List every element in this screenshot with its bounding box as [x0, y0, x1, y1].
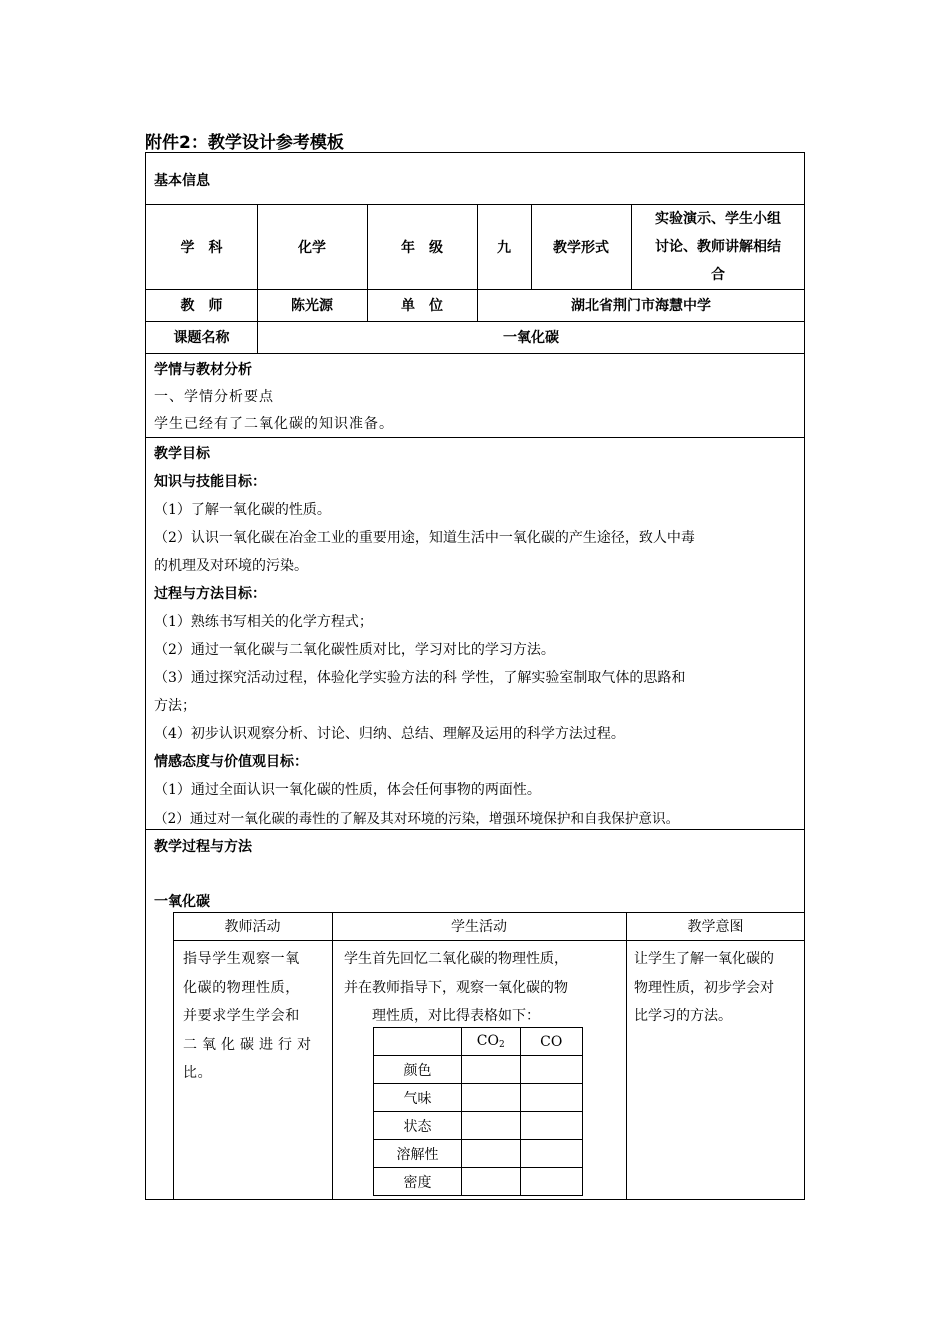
divider	[173, 912, 174, 1200]
table-row	[374, 1056, 583, 1084]
knowledge-item: （1）了解一氧化碳的性质。	[154, 502, 331, 518]
unit-label: 单 位	[401, 298, 443, 314]
form-line: 合	[711, 266, 725, 283]
property-label: 溶解性	[374, 1140, 462, 1168]
property-label: 颜色	[374, 1056, 462, 1084]
emotion-item: （1）通过全面认识一氧化碳的性质，体会任何事物的两面性。	[154, 782, 541, 798]
topic-heading: 一氧化碳	[154, 894, 210, 910]
text-line: 比学习的方法。	[634, 1008, 732, 1024]
page-title: 附件2：教学设计参考模板	[145, 133, 344, 153]
table-cell	[520, 1140, 582, 1168]
table-cell	[520, 1112, 582, 1140]
knowledge-heading: 知识与技能目标：	[154, 474, 266, 490]
table-row	[374, 1168, 583, 1196]
property-label: 气味	[374, 1084, 462, 1112]
table-cell	[461, 1084, 520, 1112]
grade-value: 九	[497, 239, 511, 256]
subject-label: 学 科	[180, 239, 223, 256]
subject-value: 化学	[298, 239, 326, 256]
teacher-activity-text	[183, 945, 316, 1088]
emotion-item: （2）通过对一氧化碳的毒性的了解及其对环境的污染，增强环境保护和自我保护意识。	[154, 811, 680, 827]
table-row	[374, 1084, 583, 1112]
property-label: 状态	[374, 1112, 462, 1140]
table-cell	[520, 1168, 582, 1196]
teaching-form-label: 教学形式	[553, 239, 609, 256]
table-cell	[520, 1084, 582, 1112]
text-line: 并要求学生学会和	[183, 1008, 300, 1024]
comparison-table	[373, 1027, 583, 1196]
process-item: （3）通过探究活动过程，体验化学实验方法的科 学性，了解实验室制取气体的思路和	[154, 670, 686, 686]
teaching-form-value	[631, 204, 805, 289]
grade-label: 年 级	[401, 239, 443, 256]
analysis-heading: 学情与教材分析	[154, 362, 252, 378]
table-cell	[461, 1168, 520, 1196]
table-cell	[461, 1112, 520, 1140]
analysis-point-title: 一、学情分析要点	[154, 389, 274, 405]
divider	[332, 912, 333, 1200]
text-line: 让学生了解一氧化碳的	[634, 951, 774, 967]
table-row	[374, 1112, 583, 1140]
divider	[173, 940, 804, 941]
text-line: 并在教师指导下，观察一氧化碳的物	[344, 979, 568, 996]
student-activity-text	[344, 945, 614, 1031]
table-row	[374, 1140, 583, 1168]
table-cell	[520, 1056, 582, 1084]
knowledge-item: （2）认识一氧化碳在冶金工业的重要用途，知道生活中一氧化碳的产生途径，致人中毒	[154, 530, 695, 546]
form-line: 讨论、教师讲解相结	[655, 238, 781, 255]
col-teacher-activity: 教师活动	[224, 919, 281, 935]
table-row	[374, 1028, 583, 1056]
col-student-activity: 学生活动	[451, 919, 507, 935]
process-item-cont: 方法；	[154, 698, 196, 714]
text-line: 学生首先回忆二氧化碳的物理性质，	[344, 951, 568, 967]
table-cell	[461, 1140, 520, 1168]
form-line: 实验演示、学生小组	[655, 210, 781, 227]
text-line: 指导学生观察一氧	[183, 951, 300, 967]
text-line: 比。	[183, 1065, 213, 1081]
co2-header: $CO_2$	[461, 1028, 520, 1056]
text-line: 物理性质，初步学会对	[634, 979, 774, 996]
teacher-value: 陈光源	[291, 298, 333, 314]
knowledge-item-cont: 的机理及对环境的污染。	[154, 558, 308, 574]
analysis-point-text: 学生已经有了二氧化碳的知识准备。	[154, 416, 394, 432]
process-item: （2）通过一氧化碳与二氧化碳性质对比，学习对比的学习方法。	[154, 642, 555, 658]
text-line: 化碳的物理性质，	[183, 979, 300, 996]
divider	[626, 912, 627, 1200]
table-cell	[374, 1028, 462, 1056]
divider	[146, 437, 804, 438]
teacher-label: 教 师	[180, 298, 223, 314]
teaching-process-heading: 教学过程与方法	[154, 839, 252, 855]
emotion-heading: 情感态度与价值观目标：	[154, 754, 308, 770]
process-item: （4）初步认识观察分析、讨论、归纳、总结、理解及运用的科学方法过程。	[154, 726, 625, 742]
property-label: 密度	[374, 1168, 462, 1196]
unit-value: 湖北省荆门市海慧中学	[571, 298, 711, 314]
process-heading: 过程与方法目标：	[154, 586, 266, 602]
text-line: 理性质，对比得表格如下：	[372, 1008, 540, 1024]
table-cell	[461, 1056, 520, 1084]
lesson-design-table	[145, 152, 805, 1200]
process-item: （1）熟练书写相关的化学方程式；	[154, 614, 373, 630]
divider	[146, 829, 804, 830]
co-header: CO	[520, 1028, 582, 1056]
col-teaching-intent: 教学意图	[687, 919, 744, 935]
lesson-title-label: 课题名称	[173, 330, 230, 346]
lesson-title-value: 一氧化碳	[503, 330, 559, 346]
basic-info-heading: 基本信息	[154, 173, 210, 189]
text-line: 二氧化碳进行对	[183, 1036, 316, 1053]
divider	[146, 353, 804, 354]
teaching-intent-text	[634, 945, 774, 1031]
objectives-heading: 教学目标	[154, 446, 210, 462]
